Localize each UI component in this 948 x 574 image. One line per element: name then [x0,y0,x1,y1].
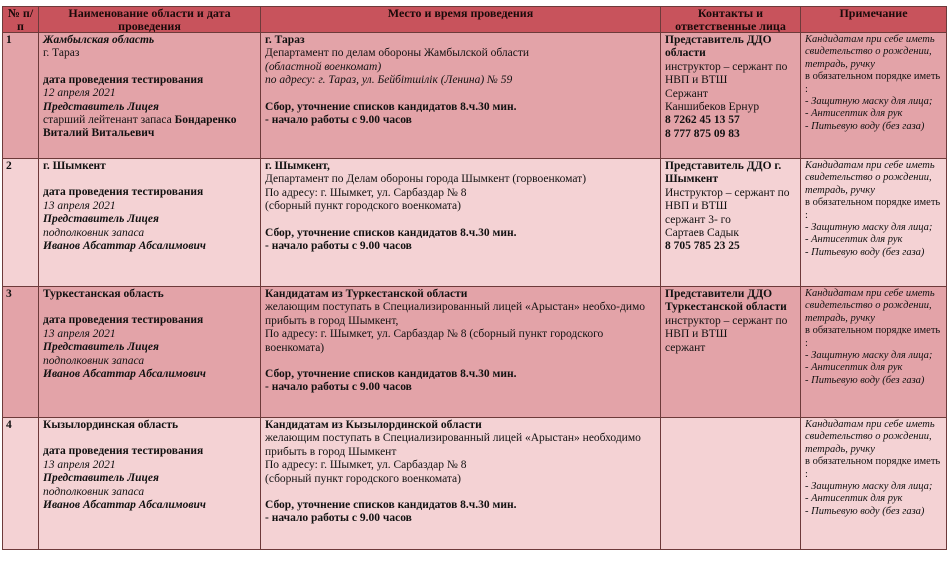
place-cell [261,418,661,550]
note-line-3: - Защитную маску для лица; [805,222,933,234]
region-name: Туркестанская область [43,288,164,300]
test-date: 13 апреля 2021 [43,458,116,471]
note-line-4: - Антисептик для рук [805,234,903,246]
place-line-1: Департамент по Делам обороны города Шымкент (горвоенкомат) [265,173,587,186]
note-cell [801,418,947,550]
contact-line-2: Сержант [665,87,708,100]
contact-title: Представители ДДО Туркестанской области [665,288,787,314]
contacts-cell [661,159,801,287]
region-cell [39,159,261,287]
note-line-5: - Питьевую воду (без газа) [805,246,925,258]
header-note: Примечание [801,7,947,33]
place-cell [261,33,661,159]
place-title: г. Шымкент, [265,160,330,172]
gather-time: Сбор, уточнение списков кандидатов 8.ч.30 мин. [265,226,517,239]
place-line-1: желающим поступать в Специализированный лицей «Арыстан» необходимо прибыть в город Шымкент [265,432,641,458]
region-cell [39,287,261,418]
note-line-2: в обязательном порядке иметь : [805,197,941,221]
region-cell [39,418,261,550]
rep-label: Представитель Лицея [43,213,159,226]
note-line-1: Кандидатам при себе иметь свидетельство о рождении, тетрадь, ручку [805,160,935,196]
rep-rank: старший лейтенант запаса [43,114,172,127]
note-cell [801,33,947,159]
start-time: - начало работы с 9.00 часов [265,240,412,253]
spacer [265,88,656,101]
header-place: Место и время проведения [261,7,661,33]
note-line-3: - Защитную маску для лица; [805,350,933,362]
table-row [3,159,947,287]
place-line-2: По адресу: г. Шымкет, ул. Сарбаздар № 8 (сборный пункт городского военкомата) [265,328,604,354]
region-name: г. Шымкент [43,160,106,172]
note-cell [801,287,947,418]
place-line-2: По адресу: г. Шымкет, ул. Сарбаздар № 8 [265,186,467,199]
note-line-5: - Питьевую воду (без газа) [805,120,925,132]
spacer [265,214,656,227]
contacts-cell [661,33,801,159]
note-line-2: в обязательном порядке иметь : [805,71,941,95]
note-line-5: - Питьевую воду (без газа) [805,374,925,386]
contact-line-1: инструктор – сержант по НВП и ВТШ [665,314,788,341]
testing-schedule-table [2,6,947,550]
region-name: Кызылординская область [43,419,179,431]
contacts-cell [661,287,801,418]
spacer [43,432,256,445]
test-date: 13 апреля 2021 [43,327,116,340]
date-label: дата проведения тестирования [43,314,204,327]
note-line-2: в обязательном порядке иметь : [805,456,941,480]
contact-line-3: Сартаев Садык [665,227,739,240]
date-label: дата проведения тестирования [43,186,204,199]
contact-line-2: сержант [665,341,706,354]
rep-label: Представитель Лицея [43,472,159,485]
note-line-2: в обязательном порядке иметь : [805,325,941,349]
note-cell [801,159,947,287]
spacer [265,355,656,368]
contact-phone-1: 8 705 785 23 25 [665,240,740,253]
contact-line-1: инструктор – сержант по НВП и ВТШ [665,60,788,87]
note-line-4: - Антисептик для рук [805,108,903,120]
gather-time: Сбор, уточнение списков кандидатов 8.ч.30 мин. [265,100,517,113]
place-title: г. Тараз [265,34,305,46]
row-number: 1 [3,33,39,159]
rep-name: Иванов Абсаттар Абсалимович [43,240,206,253]
table-row [3,418,947,550]
header-region: Наименование области и дата проведения [39,7,261,33]
note-line-3: - Защитную маску для лица; [805,96,933,108]
note-line-5: - Питьевую воду (без газа) [805,505,925,517]
row-number: 3 [3,287,39,418]
note-line-4: - Антисептик для рук [805,493,903,505]
rep-rank: подполковник запаса [43,226,145,239]
place-title: Кандидатам из Туркестанской области [265,288,468,300]
gather-time: Сбор, уточнение списков кандидатов 8.ч.30 мин. [265,499,517,512]
date-label: дата проведения тестирования [43,73,204,86]
table-header-row [3,7,947,33]
note-line-4: - Антисептик для рук [805,362,903,374]
rep-rank: подполковник запаса [43,354,145,367]
contact-line-1: Инструктор – сержант по НВП и ВТШ [665,186,790,213]
contact-line-3: Каншибеков Ернур [665,101,760,114]
spacer [265,486,656,499]
note-line-1: Кандидатам при себе иметь свидетельство о рождении, тетрадь, ручку [805,34,935,70]
place-line-2: По адресу: г. Шымкет, ул. Сарбаздар № 8 [265,459,467,472]
row-number: 2 [3,159,39,287]
place-line-2: (областной военкомат) [265,60,382,73]
test-date: 12 апреля 2021 [43,87,116,100]
start-time: - начало работы с 9.00 часов [265,114,412,127]
rep-name: Иванов Абсаттар Абсалимович [43,499,206,512]
rep-name: Бондаренко Виталий Витальевич [43,114,237,140]
spacer [43,173,256,186]
contact-phone-1: 8 7262 45 13 57 [665,114,740,127]
rep-label: Представитель Лицея [43,341,159,354]
rep-label: Представитель Лицея [43,100,159,113]
spacer [43,301,256,314]
place-cell [261,287,661,418]
header-num: № п/п [3,7,39,33]
date-label: дата проведения тестирования [43,445,204,458]
gather-time: Сбор, уточнение списков кандидатов 8.ч.30 мин. [265,368,517,381]
region-cell [39,33,261,159]
place-cell [261,159,661,287]
contact-title: Представитель ДДО области [665,34,772,60]
start-time: - начало работы с 9.00 часов [265,512,412,525]
contact-title: Представитель ДДО г. Шымкент [665,160,782,186]
place-title: Кандидатам из Кызылординской области [265,419,482,431]
table-row [3,287,947,418]
contact-phone-2: 8 777 875 09 83 [665,127,740,140]
place-line-3: (сборный пункт городского военкомата) [265,200,461,213]
spacer [43,61,256,74]
region-name: Жамбылская область [43,34,155,46]
place-line-3: по адресу: г. Тараз, ул. Бейбітшілік (Ленина) № 59 [265,74,513,87]
note-line-1: Кандидатам при себе иметь свидетельство о рождении, тетрадь, ручку [805,419,935,455]
place-line-1: Департамент по делам обороны Жамбылской области [265,47,530,60]
rep-name: Иванов Абсаттар Абсалимович [43,368,206,381]
test-date: 13 апреля 2021 [43,199,116,212]
place-line-1: желающим поступать в Специализированный лицей «Арыстан» необхо-димо прибыть в город Шымкент, [265,301,646,327]
rep-rank: подполковник запаса [43,485,145,498]
start-time: - начало работы с 9.00 часов [265,381,412,394]
table-row [3,33,947,159]
contacts-cell [661,418,801,550]
header-contacts: Контакты и ответственные лица [661,7,801,33]
row-number: 4 [3,418,39,550]
note-line-3: - Защитную маску для лица; [805,481,933,493]
contact-line-2: сержант 3- го [665,213,731,226]
note-line-1: Кандидатам при себе иметь свидетельство о рождении, тетрадь, ручку [805,288,935,324]
place-line-3: (сборный пункт городского военкомата) [265,472,461,485]
region-city: г. Тараз [43,47,80,60]
